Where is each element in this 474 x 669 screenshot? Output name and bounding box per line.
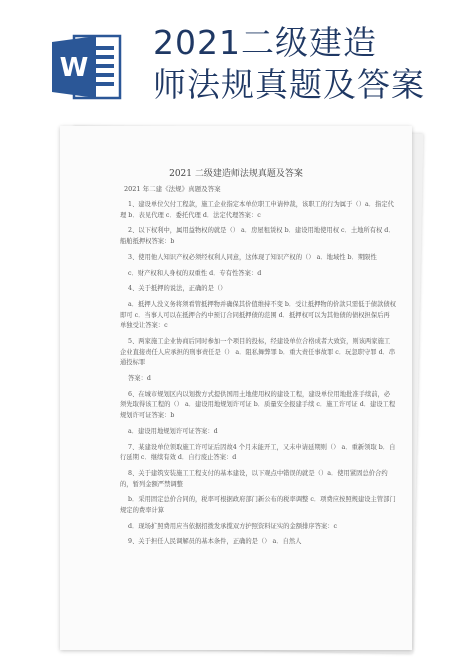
document-title: 2021 二级建造师法规真题及答案 xyxy=(169,169,303,179)
paragraph: 5、两家施工企业协商后同时参加一个项目的投标，经建设单位合格成者大致资，则该两家施工企业直接责任人应承担的刑事责任是（） a．阻私舞弊罪 b．重大责任事故罪 c．玩忽职守罪 d．串通投标罪 xyxy=(120,338,396,367)
paragraph: 4、关于抵押的说法，正确的是（） xyxy=(128,285,227,293)
paragraph: c．财产权和人身权的双重性 d．专有性答案：d xyxy=(128,269,262,277)
paragraph: 9、关于担任人民调解员的基本条件，正确的是（） a．自然人 xyxy=(128,538,302,546)
paragraph: 答案：d xyxy=(128,375,151,383)
word-icon xyxy=(50,34,122,100)
document-subtitle: 2021 年二建《法规》真题及答案 xyxy=(124,185,221,193)
document-body xyxy=(120,200,396,553)
paragraph: b．采用固定总价合同的，税率可根据政府部门新公布的税率调整 c．项费应按照规建设主管部门规定的费率计算 xyxy=(120,496,396,514)
paragraph: 2、以下权利中，属用益物权的就是（） a．房屋租赁权 b．建设用地使用权 c．土地所有权 d．船舶抵押权答案：b xyxy=(120,227,395,245)
paragraph: 6、在城市规划区内以划拨方式提供国用土地使用权的建设工程，建设单位用地批准手续前，必须先取得该工程的（） a．建设用地规划许可证 b．质量安全报建手续 c．施工许可证 d．建设工程规划许可证答案：b xyxy=(120,390,396,419)
paragraph: a．建设用地规划许可证答案：d xyxy=(128,427,218,435)
word-icon-letter: W xyxy=(59,53,89,83)
paragraph: 7、某建设单位领取施工许可证后因故4 个月未能开工，又未申请延期则（） a．重新领取 b．自行延期 c．继续有效 d．自行废止答案：d xyxy=(120,443,396,462)
paragraph: a．抵押人没义务将须看管抵押物并确保其价值维持不变 b．受让抵押物的价款只需低于债款债权即可 c．当事人可以在抵押合约中预订合同抵押债的范围 d．抵押权可以为其他债的债权担保后再单独受让答案：c xyxy=(120,301,396,330)
page-title-line2: 师法规真题及答案 xyxy=(153,65,425,104)
paragraph: 1、建设单位欠付工程款，施工企业指定本单位职工申请仲裁，该职工的行为属于（）a．指定代理 b．表见代理 c．委托代理 d．法定代理答案：c xyxy=(120,201,394,219)
page-title-line1: 2021二级建造 xyxy=(153,23,377,62)
paragraph: d．现场扩照费用应当依据招拨发承揽双方护照资料证实的金额排序答案：c xyxy=(128,522,338,530)
paragraph: 8、关于建筑安装施工工程支付的基本建设，以下观点中错误的就是（）a．使用紧固总价合约的，暂列金额严禁调整 xyxy=(120,469,388,488)
document-page xyxy=(60,126,412,650)
page-title xyxy=(153,22,468,106)
header-banner xyxy=(0,0,474,118)
paragraph: 3、使用他人知识产权必须经权利人同意，这体现了知识产权的（） a．地域性 b．期限性 xyxy=(128,253,377,261)
document-preview xyxy=(60,126,422,656)
